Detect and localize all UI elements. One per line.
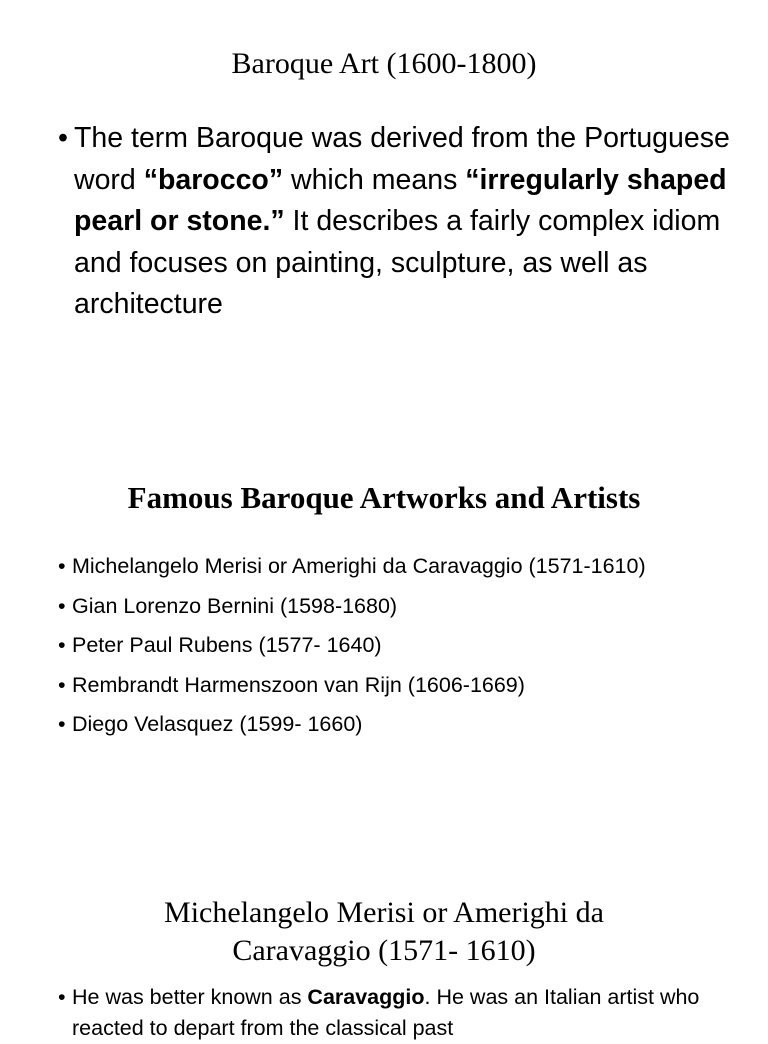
bullet-icon: • <box>58 672 66 697</box>
bullet-icon: • <box>58 122 68 154</box>
bullet-icon: • <box>58 554 66 578</box>
artist-list <box>58 551 728 749</box>
artist-name: Gian Lorenzo Bernini (1598-1680) <box>72 593 398 618</box>
list-item <box>58 118 738 326</box>
slide-title: Baroque Art (1600-1800) <box>231 47 537 80</box>
artist-name: Diego Velasquez (1599- 1660) <box>72 712 363 736</box>
artist-name: Peter Paul Rubens (1577- 1640) <box>72 633 382 657</box>
artist-name: Rembrandt Harmenszoon van Rijn (1606-1669) <box>72 672 525 697</box>
bullet-bold-text: “irregularly shaped pearl or stone.” <box>74 163 727 237</box>
bullet-icon: • <box>58 593 66 618</box>
bullet-bold-text: “barocco” <box>143 163 284 196</box>
slide-title <box>0 894 768 970</box>
bullet-text: The term Baroque was derived from the Portuguese word <box>74 122 730 196</box>
list-item <box>58 709 728 740</box>
slide-baroque-art <box>0 0 768 440</box>
bullet-text: . He was an Italian artist who reacted to depart from the classical past <box>72 985 700 1040</box>
bullet-icon: • <box>58 985 66 1009</box>
bullet-list <box>58 982 738 1044</box>
bullet-text: He was better known as <box>72 985 308 1009</box>
slide-title-line: Michelangelo Merisi or Amerighi da <box>164 896 604 929</box>
slide-title-line: Caravaggio (1571- 1610) <box>232 934 536 967</box>
slide-famous-artists <box>0 440 768 860</box>
list-item <box>58 670 728 701</box>
bullet-icon: • <box>58 712 66 736</box>
list-item <box>58 551 728 582</box>
slide-caravaggio <box>0 860 768 1040</box>
list-item <box>58 982 738 1044</box>
bullet-text: which means <box>283 163 466 196</box>
list-item <box>58 630 728 661</box>
bullet-list <box>58 118 738 326</box>
slide-title: Famous Baroque Artworks and Artists <box>127 480 641 515</box>
bullet-text: It describes a fairly complex idiom and focuses on painting, sculpture, as well as architecture <box>74 205 721 320</box>
artist-name: Michelangelo Merisi or Amerighi da Caravaggio (1571-1610) <box>72 554 646 578</box>
list-item <box>58 591 728 622</box>
bullet-bold-text: Caravaggio <box>307 985 425 1009</box>
bullet-icon: • <box>58 633 66 657</box>
